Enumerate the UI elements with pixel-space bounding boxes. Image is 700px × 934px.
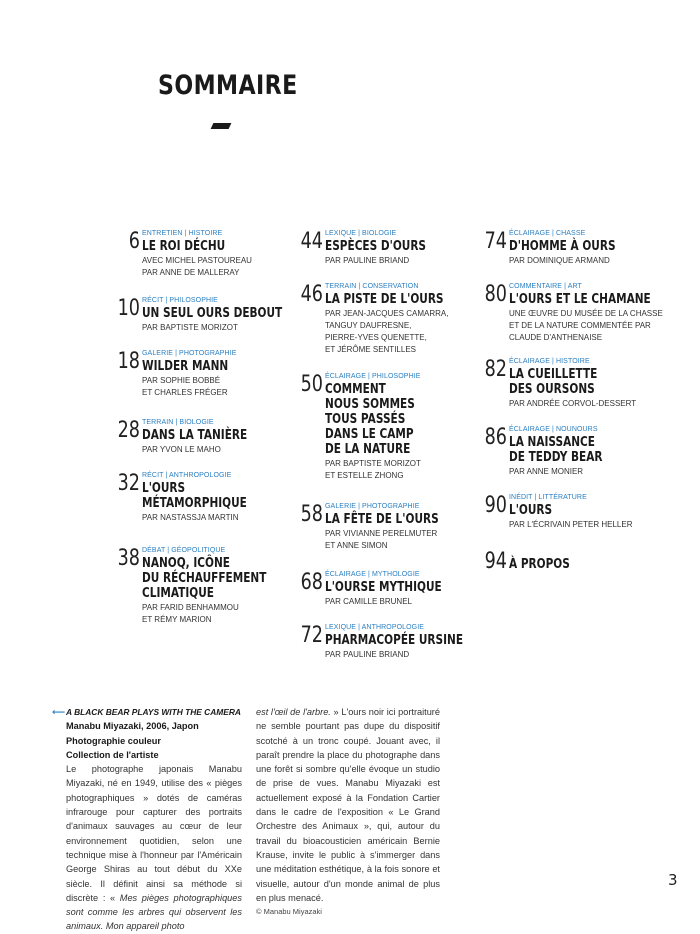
- entry-title: À PROPOS: [509, 556, 570, 572]
- caption-collection: Collection de l'artiste: [66, 749, 159, 760]
- category: RÉCIT | PHILOSOPHIE: [142, 297, 218, 304]
- entry-author: PAR BAPTISTE MORIZOT ET ESTELLE ZHONG: [325, 459, 421, 480]
- category: LEXIQUE | ANTHROPOLOGIE: [325, 624, 425, 631]
- entry-author: PAR PAULINE BRIAND: [325, 650, 410, 659]
- entry-title: L'OURSE MYTHIQUE: [325, 579, 442, 595]
- page-number: 28: [117, 418, 140, 443]
- caption-artist: Manabu Miyazaki, 2006, Japon: [66, 721, 199, 732]
- page-number: 74: [484, 229, 507, 254]
- entry-title: L'OURS ET LE CHAMANE: [509, 291, 651, 307]
- page-number: 68: [300, 570, 323, 595]
- page-number: 90: [484, 493, 507, 518]
- entry-author: UNE ŒUVRE DU MUSÉE DE LA CHASSE ET DE LA NATURE COMMENTÉE PAR CLAUDE D'ANTHENAISE: [509, 309, 663, 342]
- entry-title: L'OURS MÉTAMORPHIQUE: [142, 480, 247, 511]
- caption-body: [66, 762, 242, 934]
- entry-title: LA NAISSANCE DE TEDDY BEAR: [509, 434, 603, 465]
- category: TERRAIN | BIOLOGIE: [142, 419, 214, 426]
- page-number: 82: [484, 357, 507, 382]
- caption-medium: Photographie couleur: [66, 735, 161, 746]
- entry-title: LA PISTE DE L'OURS: [325, 291, 444, 307]
- entry-title: UN SEUL OURS DEBOUT: [142, 305, 283, 321]
- entry-title: PHARMACOPÉE URSINE: [325, 632, 464, 648]
- entry-title: D'HOMME À OURS: [509, 238, 616, 254]
- entry-author: PAR VIVIANNE PERELMUTER ET ANNE SIMON: [325, 529, 438, 550]
- page-number: 86: [484, 425, 507, 450]
- entry-author: PAR FARID BENHAMMOU ET RÉMY MARION: [142, 603, 239, 624]
- entry-author: PAR NASTASSJA MARTIN: [142, 513, 239, 522]
- page-number: 38: [117, 546, 140, 571]
- title-dash: [211, 123, 232, 129]
- page-number: 6: [128, 229, 140, 254]
- entry-title: WILDER MANN: [142, 358, 229, 374]
- caption-left: [52, 705, 242, 934]
- page-number: 50: [300, 372, 323, 397]
- entry-title: NANOQ, ICÔNE DU RÉCHAUFFEMENT CLIMATIQUE: [142, 555, 267, 601]
- category: RÉCIT | ANTHROPOLOGIE: [142, 472, 232, 479]
- entry-author: PAR ANNE MONIER: [509, 467, 584, 476]
- category: ENTRETIEN | HISTOIRE: [142, 230, 223, 237]
- category: DÉBAT | GÉOPOLITIQUE: [142, 547, 226, 554]
- category: LEXIQUE | BIOLOGIE: [325, 230, 397, 237]
- caption-right: [256, 705, 440, 919]
- entry-author: PAR BAPTISTE MORIZOT: [142, 323, 238, 332]
- category: COMMENTAIRE | ART: [509, 283, 582, 290]
- caption-heading: A BLACK BEAR PLAYS WITH THE CAMERA: [66, 707, 241, 717]
- entry-title: L'OURS: [509, 502, 553, 518]
- entry-title: DANS LA TANIÈRE: [142, 427, 248, 443]
- page-number: 80: [484, 282, 507, 307]
- arrow-left-icon: ⟵: [52, 707, 66, 717]
- entry-title: LA CUEILLETTE DES OURSONS: [509, 366, 598, 397]
- page-number: 18: [117, 349, 140, 374]
- category: ÉCLAIRAGE | NOUNOURS: [509, 426, 598, 433]
- page-number: 58: [300, 502, 323, 527]
- category: GALERIE | PHOTOGRAPHIE: [325, 503, 420, 510]
- page-number: 94: [484, 549, 507, 574]
- entry-author: PAR SOPHIE BOBBÉ ET CHARLES FRÉGER: [142, 376, 228, 397]
- category: ÉCLAIRAGE | HISTOIRE: [509, 358, 590, 365]
- entry-author: PAR JEAN-JACQUES CAMARRA, TANGUY DAUFRESNE, PIERRE-YVES QUENETTE, ET JÉRÔME SENTILLES: [325, 309, 449, 354]
- caption-quote: Mes pièges photographiques sont comme les arbres qui observent les animaux. Mon appareil photo: [66, 892, 242, 932]
- category: ÉCLAIRAGE | PHILOSOPHIE: [325, 373, 421, 380]
- entry-author: PAR L'ÉCRIVAIN PETER HELLER: [509, 520, 633, 529]
- entry-title: COMMENT NOUS SOMMES TOUS PASSÉS DANS LE CAMP DE LA NATURE: [325, 381, 415, 457]
- entry-author: PAR DOMINIQUE ARMAND: [509, 256, 610, 265]
- page-number: 32: [117, 471, 140, 496]
- entry-author: PAR YVON LE MAHO: [142, 445, 221, 454]
- photo-credit: © Manabu Miyazaki: [256, 907, 322, 917]
- caption-text-continued: » L'ours noir ici portraituré ne semble pourtant pas dupe du dispositif scotché à un tronc coupé. Jouant avec, il paraît prendre la place du photographe dans une forêt si sombre qu'elle évoque un studio de prise de vues. Manabu Miyazaki est actuellement exposé à la Fondation Cartier dans le cadre de l'exposition « Le Grand Orchestre des Animaux », qui, autour du travail du bioacousticien américain Bernie Krause, invite le public à s'immerger dans une méditation esthétique, à la fois sonore et visuelle, autour d'un monde animal de plus en plus menacé.: [256, 707, 440, 903]
- page-number: 46: [300, 282, 323, 307]
- entry-author: PAR CAMILLE BRUNEL: [325, 597, 412, 606]
- page-number: 10: [117, 296, 140, 321]
- entry-author: AVEC MICHEL PASTOUREAU PAR ANNE DE MALLERAY: [142, 256, 252, 277]
- entry-author: PAR PAULINE BRIAND: [325, 256, 410, 265]
- category: GALERIE | PHOTOGRAPHIE: [142, 350, 237, 357]
- category: INÉDIT | LITTÉRATURE: [509, 494, 587, 501]
- entry-title: LA FÊTE DE L'OURS: [325, 511, 439, 527]
- entry-title: LE ROI DÉCHU: [142, 238, 226, 254]
- category: ÉCLAIRAGE | MYTHOLOGIE: [325, 571, 420, 578]
- caption-quote-end: est l'œil de l'arbre.: [256, 707, 331, 717]
- category: ÉCLAIRAGE | CHASSE: [509, 230, 586, 237]
- entry-title: ESPÈCES D'OURS: [325, 238, 427, 254]
- entry-author: PAR ANDRÉE CORVOL-DESSERT: [509, 399, 637, 408]
- folio: 3: [668, 871, 678, 889]
- page-number: 72: [300, 623, 323, 648]
- page-number: 44: [300, 229, 323, 254]
- caption-text: Le photographe japonais Manabu Miyazaki, né en 1949, utilise des « pièges photographiques » dotés de caméras infrarouge pour capturer des portraits d'animaux sauvages au cœur de leur environnement quotidien, selon une technique mise à l'honneur par l'Américain George Shiras au tout début du XXe siècle. Il définit ainsi sa méthode si discrète : «: [66, 764, 242, 903]
- category: TERRAIN | CONSERVATION: [325, 283, 419, 290]
- page-title: SOMMAIRE: [158, 70, 298, 101]
